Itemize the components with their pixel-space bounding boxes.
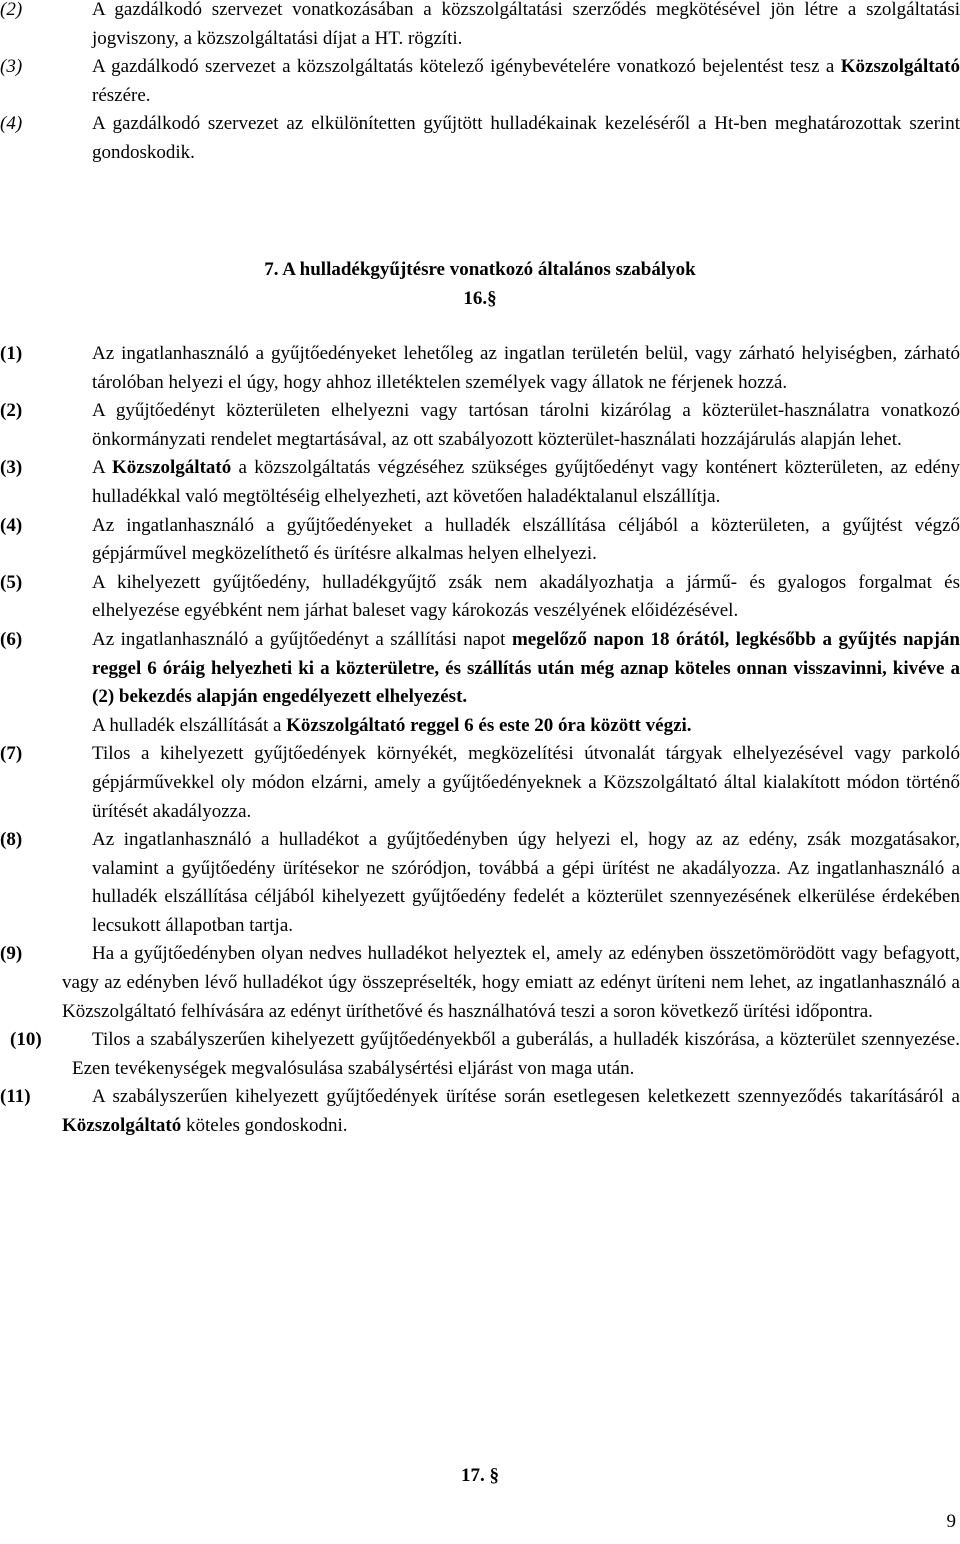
paragraph-8: [0, 826, 960, 940]
provider-name: Közszolgáltató: [62, 1115, 182, 1137]
paragraph-number: (3): [0, 56, 23, 78]
page-number: 9: [946, 1511, 956, 1532]
paragraph-text: Ha a gyűjtőedényben olyan nedves hulladékot helyeztek el, amely az edényben összetömörödött vagy befagyott, vagy az edényben lévő hulladékot úgy összepréselték, hogy emiatt az edényt üríteni nem lehet, az ingatlanhasználó a Közszolgáltató felhívására az edényt üríthetővé és használhatóvá teszi a soron következő ürítési időpontra.: [62, 943, 960, 1022]
paragraph-11: [0, 1083, 960, 1140]
paragraph-number: (9): [0, 943, 23, 965]
paragraph-text: A kihelyezett gyűjtőedény, hulladékgyűjtő zsák nem akadályozhatja a jármű- és gyalogos forgalmat és elhelyezése egyébként nem járhat baleset vagy károkozás veszélyének előidézésével.: [92, 571, 960, 622]
paragraph-text: Az ingatlanhasználó a gyűjtőedényeket lehetőleg az ingatlan területén belül, vagy zárható helyiségben, zárható tárolóban helyezi el úgy, hogy ahhoz illetéktelen személyek vagy állatok ne férjenek hozzá.: [92, 343, 960, 393]
paragraph-text: A gazdálkodó szervezet az elkülönítetten gyűjtött hulladékainak kezeléséről a Ht-ben meghatározottak szerint gondoskodik.: [92, 113, 960, 163]
paragraph-text-end: részére.: [92, 84, 151, 106]
paragraph-bold-text: megelőző napon 18 órától, legkésőbb a gyűjtés napján reggel 6 óráig helyezheti ki a közterületre, és szállítás után még aznap köteles onnan visszavinni, kivéve a (2) bekezdés alapján engedélyezett elhelyezést.: [92, 628, 960, 708]
paragraph-7: [0, 740, 960, 826]
paragraph-text: Az ingatlanhasználó a gyűjtőedényt a szállítási napot: [92, 628, 512, 650]
paragraph-text: A gyűjtőedényt közterületen elhelyezni vagy tartósan tárolni kizárólag a közterület-használatra vonatkozó önkormányzati rendelet megtartásával, az ott szabályozott közterület-használati hozzájárulás alapján lehet.: [92, 400, 960, 450]
paragraph-bold-line2: Közszolgáltató reggel 6 és este 20 óra között végzi.: [286, 714, 692, 736]
paragraph-number: (2): [0, 400, 23, 422]
paragraph-text-end: köteles gondoskodni.: [181, 1115, 348, 1137]
paragraph-number: (4): [0, 514, 23, 536]
paragraph-number: (8): [0, 829, 23, 851]
paragraph-number: (3): [0, 457, 23, 479]
paragraph-text-line2: A hulladék elszállítását a: [92, 714, 287, 736]
paragraph-6: [0, 626, 960, 740]
paragraph-number: (7): [0, 743, 23, 765]
paragraph-9: [0, 940, 960, 1026]
section-heading: 7. A hulladékgyűjtésre vonatkozó általános szabályok: [264, 259, 696, 280]
paragraph-number: (5): [0, 571, 23, 593]
section-number: 16.§: [463, 288, 497, 309]
paragraph-text-end: a közszolgáltatás végzéséhez szükséges gyűjtőedényt vagy konténert közterületen, az edény hulladékkal való megtöltéséig elhelyezheti, azt követően haladéktalanul elszállítja.: [92, 457, 960, 507]
paragraph-number: (11): [0, 1086, 31, 1108]
top-paragraph-4: [0, 110, 960, 167]
paragraph-number: (10): [10, 1029, 42, 1051]
provider-name: Közszolgáltató: [840, 56, 960, 78]
paragraph-text: A szabályszerűen kihelyezett gyűjtőedények ürítése során esetlegesen keletkezett szennyeződés takarításáról a: [92, 1086, 960, 1108]
paragraph-number: (4): [0, 113, 23, 135]
paragraph-number: (6): [0, 628, 23, 650]
paragraph-text: A gazdálkodó szervezet vonatkozásában a közszolgáltatási szerződés megkötésével jön létre a szolgáltatási jogviszony, a közszolgáltatási díjat a HT. rögzíti.: [92, 0, 960, 49]
top-paragraphs: [0, 0, 960, 168]
next-section-number: 17. §: [461, 1465, 499, 1486]
paragraph-text: Tilos a kihelyezett gyűjtőedények környékét, megközelítési útvonalát tárgyak elhelyezésével vagy parkoló gépjárművekkel oly módon elzárni, amely a gyűjtőedényeknek a Közszolgáltató által kialakított módon történő ürítését akadályozza.: [92, 743, 960, 822]
paragraph-text: A gazdálkodó szervezet a közszolgáltatás kötelező igénybevételére vonatkozó bejelentést tesz a: [92, 56, 841, 78]
paragraph-text: Az ingatlanhasználó a gyűjtőedényeket a hulladék elszállítása céljából a közterületen, a gyűjtést végző gépjárművel megközelíthető és ürítésre alkalmas helyen elhelyezi.: [92, 514, 960, 565]
provider-name: Közszolgáltató: [111, 457, 232, 479]
paragraph-4: [0, 512, 960, 569]
top-paragraph-2: [0, 0, 960, 53]
section-paragraphs: [0, 340, 960, 1141]
paragraph-text: Tilos a szabályszerűen kihelyezett gyűjtőedényekből a guberálás, a hulladék kiszórása, a közterület szennyezése. Ezen tevékenységek megvalósulása szabálysértési eljárást von maga után.: [72, 1029, 960, 1079]
paragraph-2: [0, 397, 960, 454]
paragraph-number: (1): [0, 343, 23, 364]
paragraph-number: (2): [0, 0, 23, 20]
top-paragraph-3: [0, 53, 960, 110]
paragraph-1: [0, 340, 960, 397]
paragraph-text: A: [92, 457, 112, 479]
paragraph-text: Az ingatlanhasználó a hulladékot a gyűjtőedényben úgy helyezi el, hogy az az edény, zsák mozgatásakor, valamint a gyűjtőedény ürítésekor ne szóródjon, továbbá a gépi ürítést ne akadályozza. Az ingatlanhasználó a hulladék elszállítása céljából kihelyezett gyűjtőedény fedelét a közterület szennyezésének elkerülése érdekében lecsukott állapotban tartja.: [92, 829, 960, 936]
paragraph-3: [0, 454, 960, 511]
paragraph-10: [0, 1026, 960, 1083]
paragraph-5: [0, 569, 960, 626]
